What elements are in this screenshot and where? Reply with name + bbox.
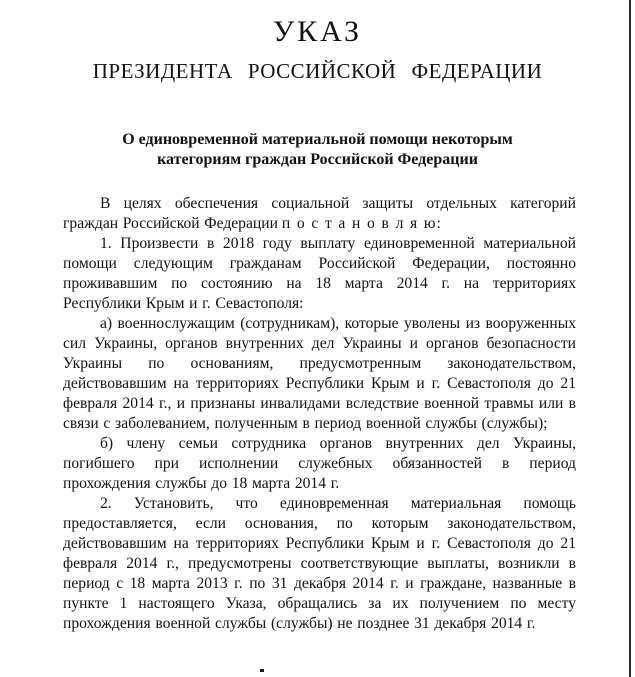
subitem-a-paragraph: а) военнослужащим (сотрудникам), которые уволены из вооруженных сил Украины, органов внутренних дел Украины и органов безопасности Украины по основаниям, предусмотренным законодательством, действовавшим на территориях Республики Крым и г. Севастополя до 21 февраля 2014 г., и признаны инвалидами вследствие военной травмы или в связи с заболеванием, полученным в период военной службы (службы);: [63, 315, 576, 432]
subitem-b-paragraph: б) члену семьи сотрудника органов внутренних дел Украины, погибшего при исполнении служебных обязанностей в период прохождения службы до 18 марта 2014 г.: [63, 435, 576, 492]
decree-issuer: ПРЕЗИДЕНТА РОССИЙСКОЙ ФЕДЕРАЦИИ: [92, 59, 543, 83]
item-1-paragraph: 1. Произвести в 2018 году выплату единовременной материальной помощи следующим гражданам Российской Федерации, постоянно проживавшим по состоянию на 18 марта 2014 г. на территориях Республики Крым и г. Севастополя:: [63, 235, 576, 312]
item-2-paragraph: 2. Установить, что единовременная материальная помощь предоставляется, если основания, по которым законодательством, действовавшим на территориях Республики Крым и г. Севастополя до 21 февраля 2014 г., предусмотрены соответствующие выплаты, возникли в период с 18 марта 2013 г. по 31 декабря 2014 г. и граждане, названные в пункте 1 настоящего Указа, обращались за их получением по месту прохождения военной службы (службы) не позднее 31 декабря 2014 г.: [63, 495, 576, 632]
scan-edge-line-artifact: [629, 0, 631, 677]
decree-body: [63, 194, 576, 634]
scan-speck-artifact: [260, 669, 264, 672]
decree-subject: О единовременной материальной помощи некоторым категориям граждан Российской Федерации: [122, 131, 513, 168]
decree-type-title: УКАЗ: [272, 15, 363, 48]
preamble-paragraph: [63, 194, 576, 234]
preamble-lead: В целях обеспечения социальной защиты отдельных категорий граждан Российской Федерации: [63, 195, 576, 232]
postanovlyayu-emphasis: п о с т а н о в л я ю:: [281, 215, 442, 232]
